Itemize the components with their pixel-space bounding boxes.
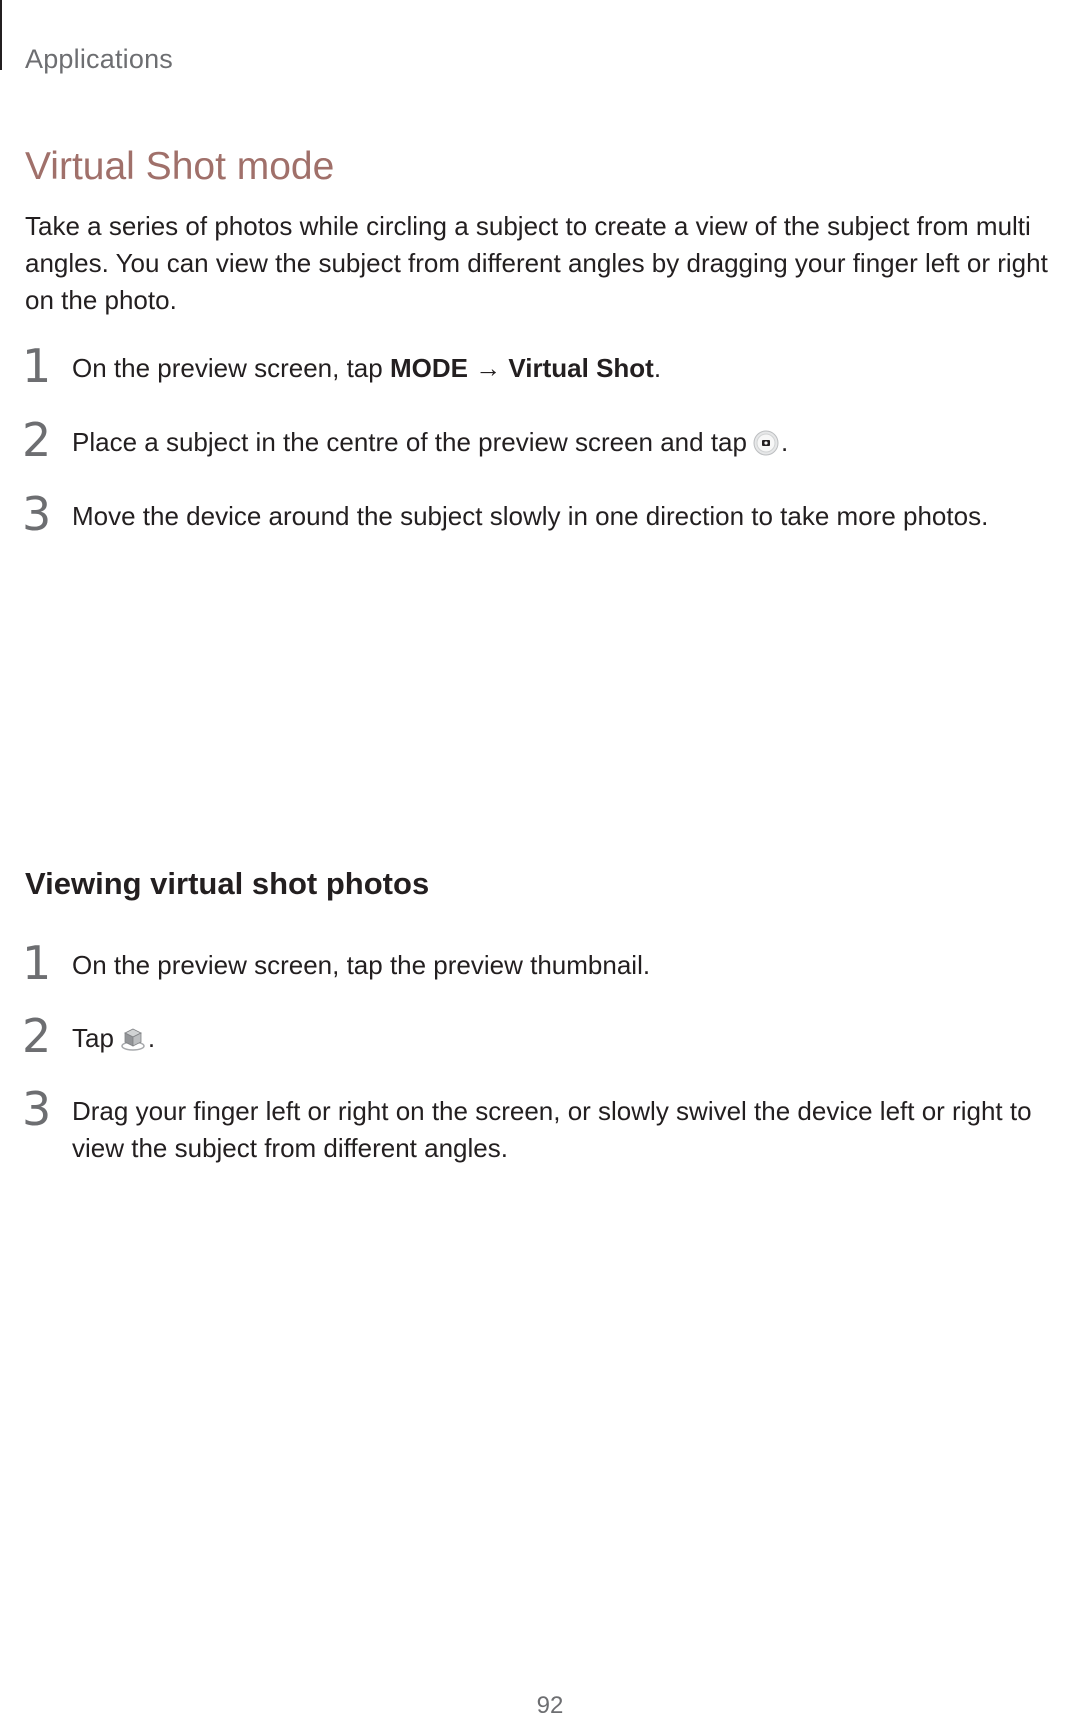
mode-label: MODE [389,353,468,383]
page-number: 92 [536,1692,564,1719]
section-label: Applications [25,44,173,74]
step-item [0,937,1073,997]
step-text [72,424,1072,461]
step-item [0,1083,1073,1183]
step-number: 2 [22,1009,52,1063]
intro-paragraph: Take a series of photos while circling a subject to create a view of the subject from multi angles. You can view the subject from different angles by dragging your finger left or right on the photo. [25,211,1048,315]
step-text: Move the device around the subject slowly in one direction to take more photos. [72,501,989,531]
camera-shutter-icon [753,429,779,455]
step-item [0,414,1073,474]
step-text-part: Tap [72,1023,114,1053]
virtual-shot-label: Virtual Shot [508,353,654,383]
step-text-part: . [780,427,789,457]
step-text-part: On the preview screen, tap [72,353,390,383]
step-text-part: . [147,1023,156,1053]
step-item [0,340,1073,400]
arrow-icon: → [467,353,509,383]
step-number: 3 [22,487,52,541]
step-text: On the preview screen, tap the preview thumbnail. [72,950,651,980]
virtual-shot-cube-icon [120,1025,146,1051]
step-text-part: . [653,353,662,383]
step-item [0,488,1073,548]
step-number: 1 [22,936,52,990]
step-number: 1 [22,339,52,393]
step-text [72,1020,1072,1057]
corner-rule [0,0,2,70]
step-text: Drag your finger left or right on the screen, or slowly swivel the device left or right to view the subject from different angles. [72,1096,1032,1163]
step-number: 3 [22,1082,52,1136]
step-text [72,350,1072,387]
step-item [0,1010,1073,1070]
step-text-part: Place a subject in the centre of the preview screen and tap [72,427,747,457]
page-title: Virtual Shot mode [25,145,335,188]
step-number: 2 [22,413,52,467]
section-heading: Viewing virtual shot photos [25,866,430,901]
